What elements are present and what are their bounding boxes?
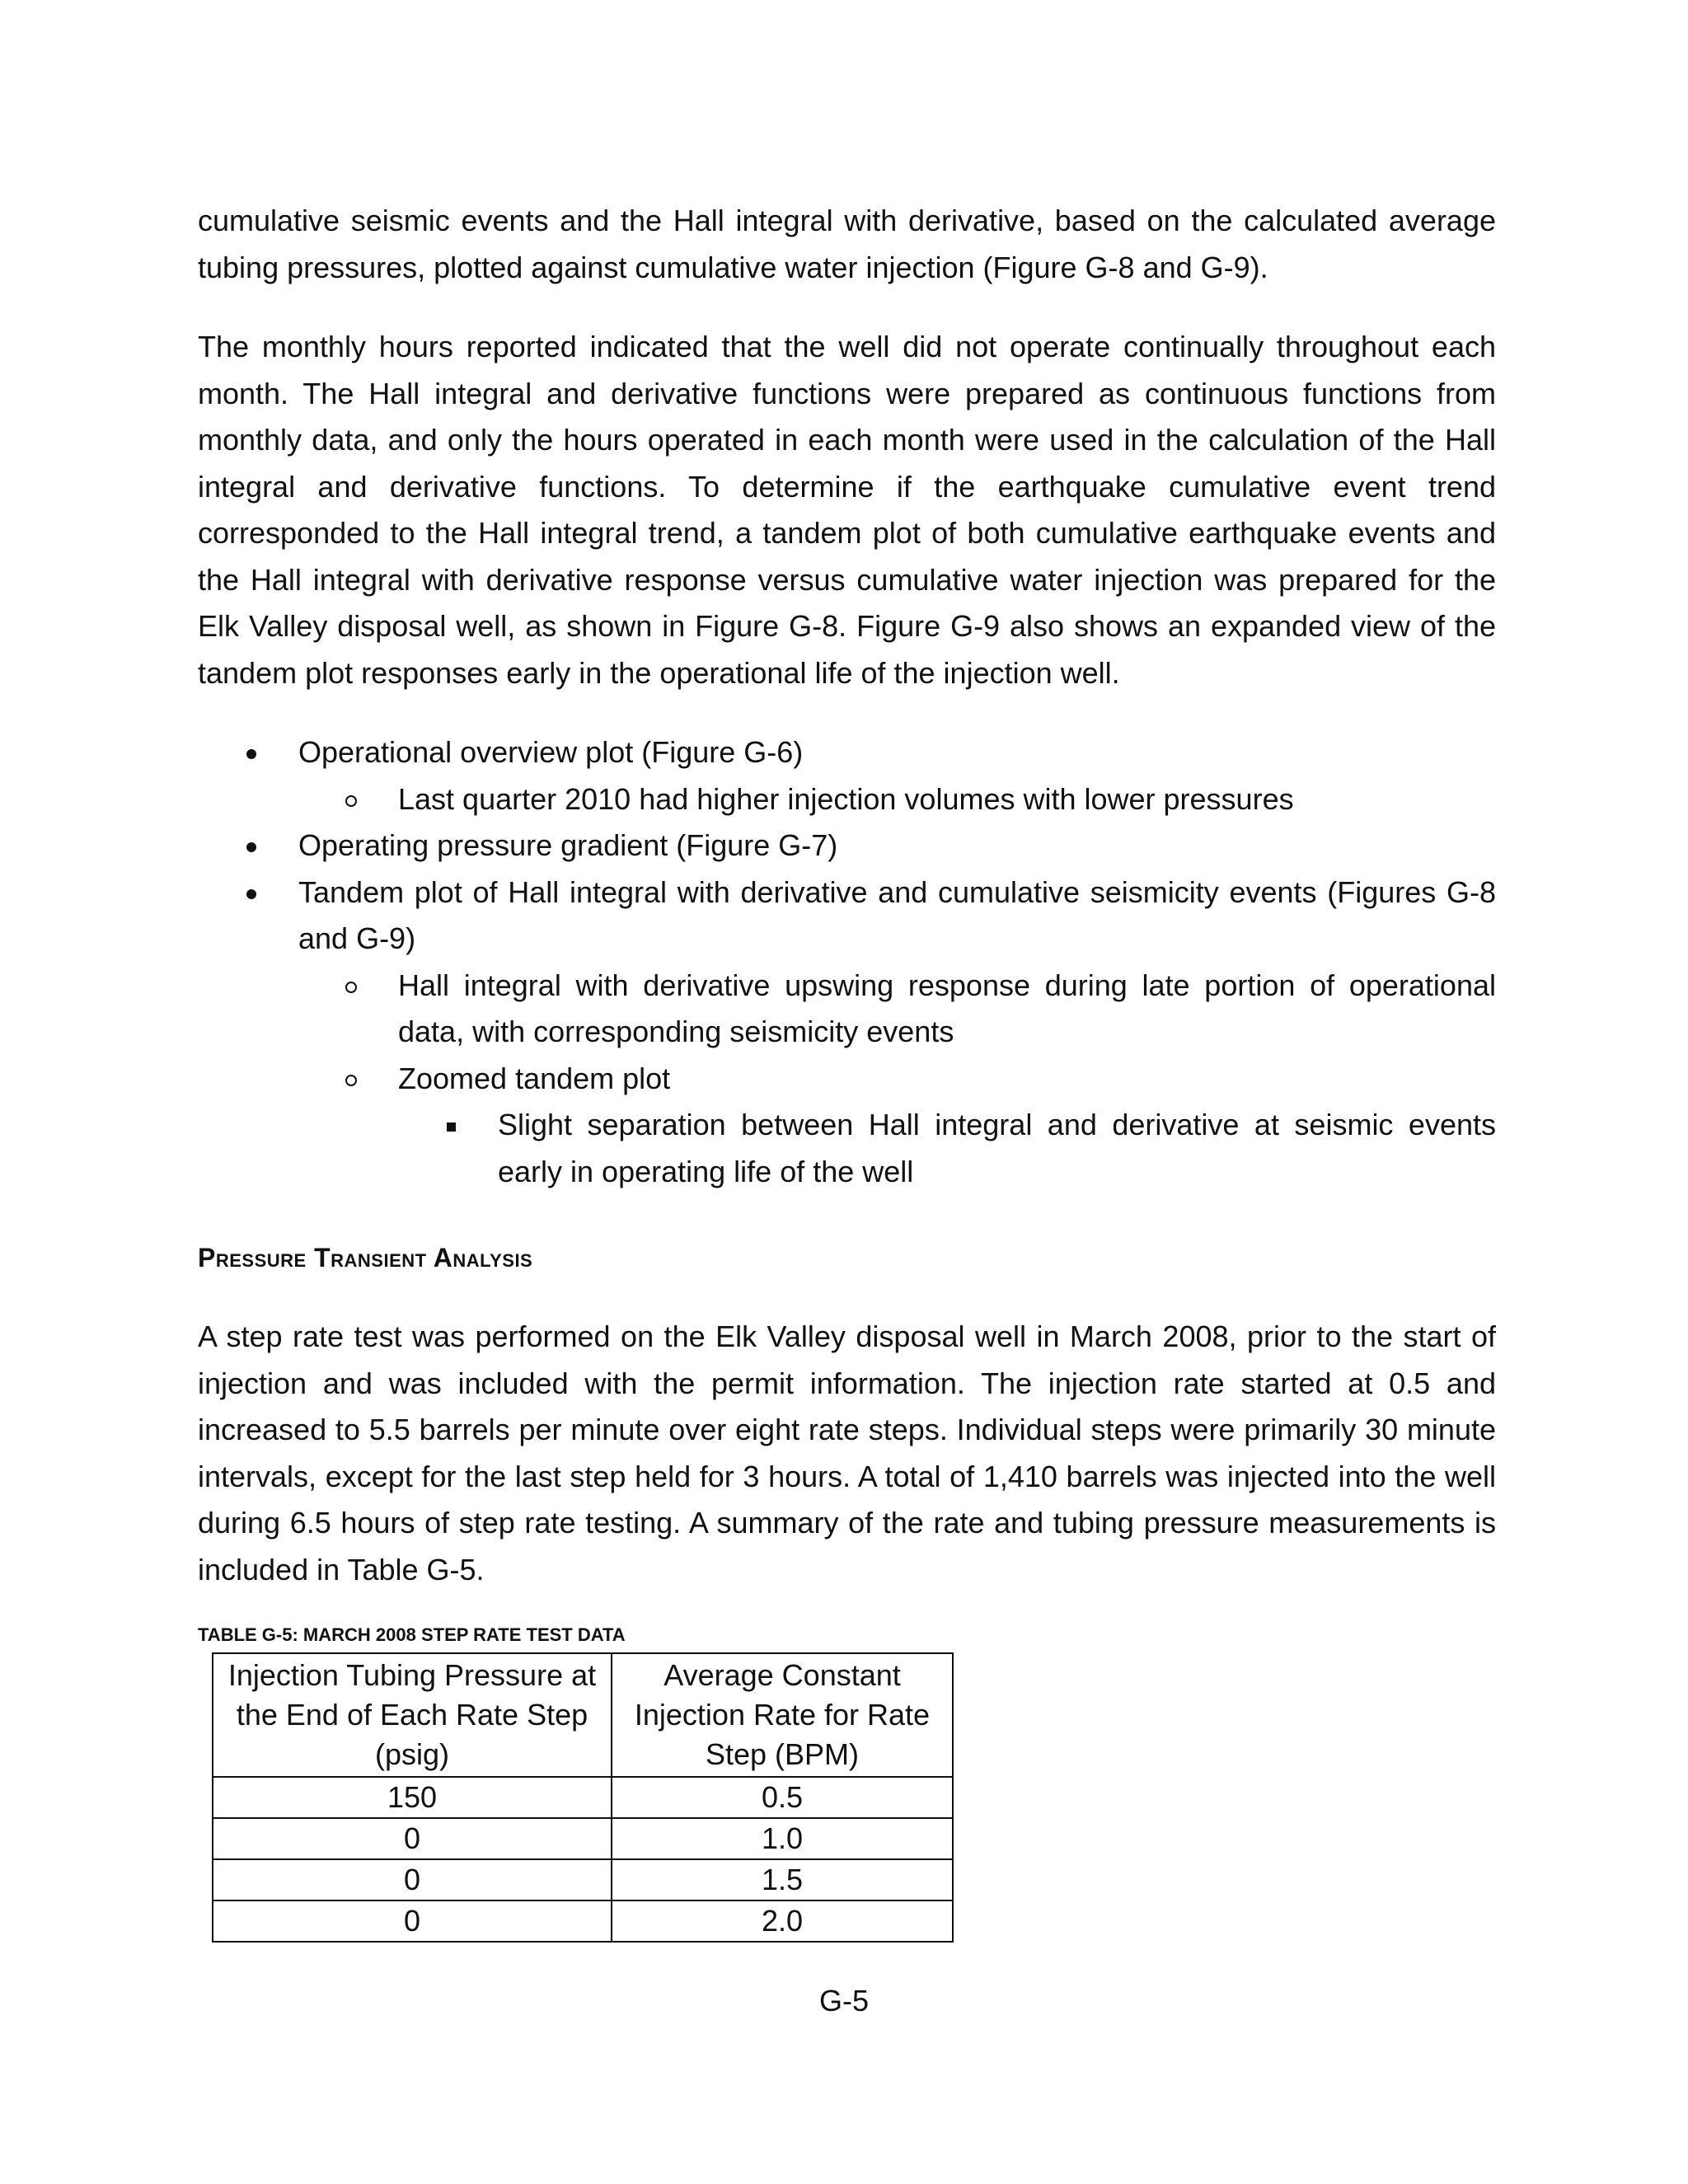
table-cell: 2.0 xyxy=(612,1900,953,1942)
table-cell: 1.0 xyxy=(612,1818,953,1859)
section-heading: Pressure Transient Analysis xyxy=(198,1243,533,1272)
table-cell: 0 xyxy=(213,1900,612,1942)
page-number: G-5 xyxy=(818,1984,869,2018)
bullet-square-icon xyxy=(434,1102,467,1149)
table-row xyxy=(213,1859,953,1900)
bullet-text: Operational overview plot (Figure G-6) xyxy=(298,735,804,769)
bullet-circle-icon xyxy=(335,963,368,1010)
sub-sub-bullet-item-separation xyxy=(198,1102,1496,1195)
table-row xyxy=(213,1900,953,1942)
table-cell: 0 xyxy=(213,1859,612,1900)
bullet-item-operational-overview xyxy=(198,729,1496,776)
paragraph-continuation: cumulative seismic events and the Hall integral with derivative, based on the calculated average tubing pressures, plotted against cumulative water injection (Figure G-8 and G-9). xyxy=(198,204,1496,284)
sub-bullet-item-last-quarter xyxy=(198,776,1496,823)
bullet-text: Last quarter 2010 had higher injection volumes with lower pressures xyxy=(398,781,1294,816)
bullet-disc-icon xyxy=(235,729,268,776)
table-header-rate: Average Constant Injection Rate for Rate Step (BPM) xyxy=(612,1653,953,1777)
bullet-text: Zoomed tandem plot xyxy=(398,1061,671,1095)
bullet-circle-icon xyxy=(335,776,368,823)
table-header-row xyxy=(213,1653,953,1777)
sub-bullet-item-upswing xyxy=(198,963,1496,1056)
table-cell: 1.5 xyxy=(612,1859,953,1900)
paragraph-monthly-hours: The monthly hours reported indicated that the well did not operate continually throughout each month. The Hall integral and derivative functions were prepared as continuous functions from monthly data, and only the hours operated in each month were used in the calculation of the Hall integral and derivative functions. To determine if the earthquake cumulative event trend corresponded to the Hall integral trend, a tandem plot of both cumulative earthquake events and the Hall integral with derivative response versus cumulative water injection was prepared for the Elk Valley disposal well, as shown in Figure G-8. Figure G-9 also shows an expanded view of the tandem plot responses early in the operational life of the injection well. xyxy=(198,330,1496,690)
table-cell: 150 xyxy=(213,1777,612,1818)
table-caption: TABLE G-5: MARCH 2008 STEP RATE TEST DATA xyxy=(198,1624,626,1645)
sub-bullet-item-zoomed xyxy=(198,1056,1496,1103)
bullet-circle-icon xyxy=(335,1056,368,1103)
paragraph-step-rate-test: A step rate test was performed on the Elk Valley disposal well in March 2008, prior to the start of injection and was included with the permit information. The injection rate started at 0.5 and increased to 5.5 barrels per minute over eight rate steps. Individual steps were primarily 30 minute intervals, except for the last step held for 3 hours. A total of 1,410 barrels was injected into the well during 6.5 hours of step rate testing. A summary of the rate and tubing pressure measurements is included in Table G-5. xyxy=(198,1319,1496,1586)
bullet-text: Operating pressure gradient (Figure G-7) xyxy=(298,828,838,862)
bullet-item-tandem-plot xyxy=(198,869,1496,963)
table-cell: 0 xyxy=(213,1818,612,1859)
summary-bullet-list xyxy=(198,729,1496,1195)
table-header-pressure: Injection Tubing Pressure at the End of Each Rate Step (psig) xyxy=(213,1653,612,1777)
bullet-text: Hall integral with derivative upswing response during late portion of operational data, with corresponding seismicity events xyxy=(398,968,1496,1048)
table-cell: 0.5 xyxy=(612,1777,953,1818)
bullet-text: Slight separation between Hall integral and derivative at seismic events early in operating life of the well xyxy=(498,1108,1496,1188)
bullet-text: Tandem plot of Hall integral with derivative and cumulative seismicity events (Figures G-8 and G-9) xyxy=(298,874,1496,955)
bullet-disc-icon xyxy=(235,823,268,869)
step-rate-table xyxy=(212,1652,954,1943)
bullet-item-pressure-gradient xyxy=(198,823,1496,869)
table-row xyxy=(213,1777,953,1818)
document-page xyxy=(198,198,1496,1943)
table-row xyxy=(213,1818,953,1859)
bullet-disc-icon xyxy=(235,869,268,916)
